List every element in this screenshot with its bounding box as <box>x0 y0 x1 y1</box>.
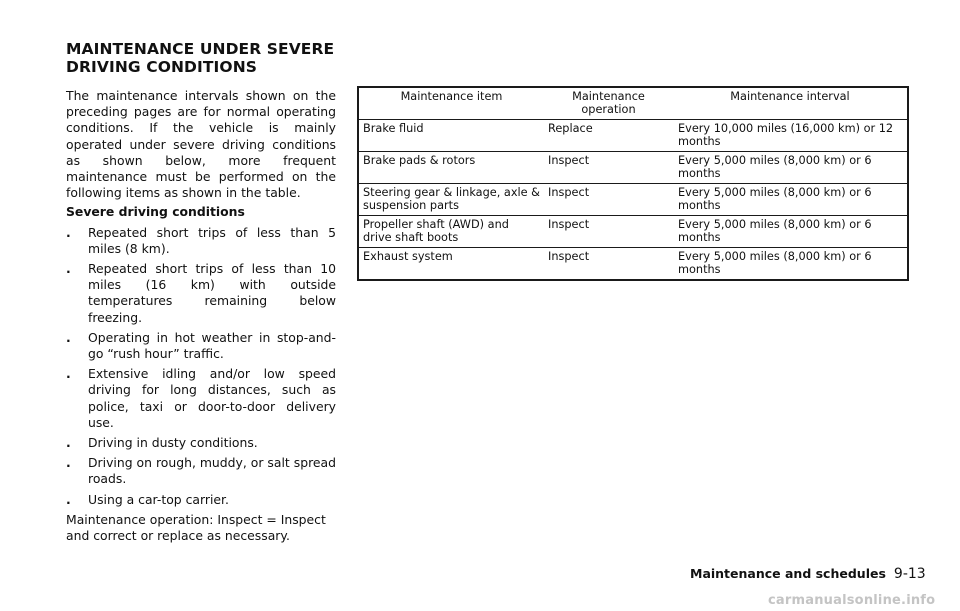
column-header-operation: Maintenance operation <box>544 88 673 120</box>
cell-item: Brake fluid <box>359 120 544 152</box>
body-text <box>66 88 336 547</box>
cell-interval: Every 5,000 miles (8,000 km) or 6 months <box>673 216 907 248</box>
list-item <box>66 435 336 451</box>
table-row <box>359 184 907 216</box>
list-item-text: Operating in hot weather in stop-and-go “rush hour” traffic. <box>88 329 336 362</box>
page-footer <box>690 566 926 582</box>
list-item-text: Repeated short trips of less than 5 miles (8 km). <box>88 224 336 256</box>
watermark-text: carmanualsonline.info <box>768 593 936 608</box>
cell-operation: Inspect <box>544 248 673 280</box>
list-item <box>66 225 336 257</box>
table-header-row <box>359 88 907 120</box>
maintenance-table <box>359 88 907 279</box>
list-item-text: Driving on rough, muddy, or salt spread roads. <box>88 455 336 487</box>
list-item <box>66 261 336 326</box>
bullet-icon: . <box>66 435 71 451</box>
cell-operation: Inspect <box>544 152 673 184</box>
page-title-line-1: MAINTENANCE UNDER SEVERE <box>66 40 335 58</box>
cell-operation: Inspect <box>544 184 673 216</box>
footer-section-title: Maintenance and schedules <box>690 566 886 581</box>
cell-operation: Replace <box>544 120 673 152</box>
column-header-item: Maintenance item <box>359 88 544 120</box>
list-item-text: Extensive idling and/or low speed driving for long distances, such as police, taxi or door-to-door delivery use. <box>88 366 336 430</box>
page-title-line-2: DRIVING CONDITIONS <box>66 58 258 76</box>
cell-item: Steering gear & linkage, axle & suspension parts <box>359 184 544 216</box>
bullet-icon: . <box>66 329 71 345</box>
cell-item: Propeller shaft (AWD) and drive shaft boots <box>359 216 544 248</box>
cell-interval: Every 5,000 miles (8,000 km) or 6 months <box>673 152 907 184</box>
list-item-text: Driving in dusty conditions. <box>88 435 258 451</box>
bullet-icon: . <box>66 491 71 507</box>
table-row <box>359 216 907 248</box>
list-item-text: Repeated short trips of less than 10 miles (16 km) with outside temperatures remaining below freezing. <box>88 261 336 325</box>
list-item <box>66 455 336 487</box>
bullet-icon: . <box>66 455 71 471</box>
cell-interval: Every 5,000 miles (8,000 km) or 6 months <box>673 248 907 280</box>
table-row <box>359 120 907 152</box>
list-item-text: Using a car-top carrier. <box>88 491 229 507</box>
conditions-list <box>66 225 336 508</box>
bullet-icon: . <box>66 261 71 277</box>
bullet-icon: . <box>66 224 71 240</box>
intro-paragraph: The maintenance intervals shown on the preceding pages are for normal operating conditions. If the vehicle is mainly operated under severe driving conditions as shown below, more frequent maintenance must be performed on the following items as shown in the table. <box>66 88 336 201</box>
list-item <box>66 366 336 431</box>
cell-interval: Every 5,000 miles (8,000 km) or 6 months <box>673 184 907 216</box>
maintenance-operation-note: Maintenance operation: Inspect = Inspect and correct or replace as necessary. <box>66 511 326 544</box>
cell-item: Brake pads & rotors <box>359 152 544 184</box>
page-number: 9-13 <box>893 566 926 582</box>
column-header-interval: Maintenance interval <box>673 88 907 120</box>
table-row <box>359 248 907 280</box>
bullet-icon: . <box>66 366 71 382</box>
conditions-subheading: Severe driving conditions <box>66 204 245 220</box>
list-item <box>66 330 336 362</box>
maintenance-table-frame <box>357 86 909 281</box>
cell-item: Exhaust system <box>359 248 544 280</box>
cell-interval: Every 10,000 miles (16,000 km) or 12 months <box>673 120 907 152</box>
cell-operation: Inspect <box>544 216 673 248</box>
table-row <box>359 152 907 184</box>
list-item <box>66 492 336 508</box>
page-title <box>66 40 366 76</box>
